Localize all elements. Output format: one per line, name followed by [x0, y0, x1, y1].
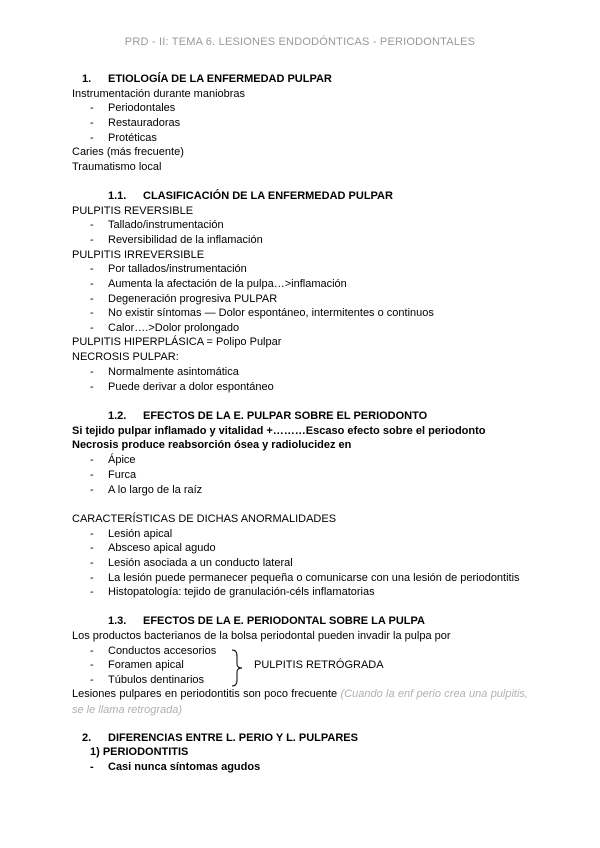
section-number: 1.3.: [108, 615, 127, 627]
paragraph: PULPITIS REVERSIBLE: [72, 205, 194, 217]
list-item: Puede derivar a dolor espontáneo: [108, 381, 274, 393]
list-item: Degeneración progresiva PULPAR: [108, 293, 278, 305]
paragraph: Instrumentación durante maniobras: [72, 88, 246, 100]
list-item: Aumenta la afectación de la pulpa…>inflamación: [108, 278, 347, 290]
section-2-heading: [82, 731, 358, 745]
section-1-1-heading: [108, 189, 393, 203]
bullet-dash: -: [90, 469, 94, 481]
bullet-dash: -: [90, 645, 94, 657]
section-number: 2.: [82, 732, 92, 744]
list-item: No existir síntomas — Dolor espontáneo, intermitentes o continuos: [108, 307, 434, 319]
bullet-dash: -: [90, 674, 94, 686]
bullet-dash: -: [90, 234, 94, 246]
bullet-dash: -: [90, 322, 94, 334]
list-item: Histopatología: tejido de granulación-céls inflamatorias: [108, 586, 375, 598]
bullet-dash: -: [90, 293, 94, 305]
bullet-dash: -: [90, 263, 94, 275]
list-item: Conductos accesorios: [108, 645, 217, 657]
paragraph: PULPITIS IRREVERSIBLE: [72, 249, 205, 261]
list-item: Lesión asociada a un conducto lateral: [108, 557, 293, 569]
paragraph-bold: Necrosis produce reabsorción ósea y radiolucidez en: [72, 439, 352, 451]
paragraph: Los productos bacterianos de la bolsa periodontal pueden invadir la pulpa por: [72, 630, 451, 642]
section-title: EFECTOS DE LA E. PULPAR SOBRE EL PERIODONTO: [143, 410, 428, 422]
bullet-dash: -: [90, 132, 94, 144]
bullet-dash: -: [90, 761, 94, 773]
paragraph: Traumatismo local: [72, 161, 162, 173]
bullet-dash: -: [90, 528, 94, 540]
list-item: Furca: [108, 469, 137, 481]
section-1-2-heading: [108, 409, 427, 423]
list-item: Calor….>Dolor prolongado: [108, 322, 240, 334]
bullet-dash: -: [90, 454, 94, 466]
list-item: Absceso apical agudo: [108, 542, 216, 554]
list-item: Normalmente asintomática: [108, 366, 239, 378]
list-item: Casi nunca síntomas agudos: [108, 761, 261, 773]
bullet-dash: -: [90, 307, 94, 319]
section-title: ETIOLOGÍA DE LA ENFERMEDAD PULPAR: [108, 73, 332, 85]
list-item: A lo largo de la raíz: [108, 484, 203, 496]
bullet-dash: -: [90, 219, 94, 231]
list-item: Ápice: [108, 454, 136, 466]
section-number: 1.2.: [108, 410, 127, 422]
bullet-dash: -: [90, 366, 94, 378]
bullet-dash: -: [90, 542, 94, 554]
brace-label: PULPITIS RETRÓGRADA: [254, 659, 384, 671]
list-item: Foramen apical: [108, 659, 184, 671]
paragraph-with-note: [72, 686, 528, 718]
bullet-dash: -: [90, 484, 94, 496]
bullet-dash: -: [90, 278, 94, 290]
paragraph-bold: Si tejido pulpar inflamado y vitalidad +………Escaso efecto sobre el periodonto: [72, 425, 486, 437]
list-item: La lesión puede permanecer pequeña o comunicarse con una lesión de periodontitis: [108, 572, 520, 584]
bullet-dash: -: [90, 557, 94, 569]
section-title: DIFERENCIAS ENTRE L. PERIO Y L. PULPARES: [108, 732, 358, 744]
paragraph: CARACTERÍSTICAS DE DICHAS ANORMALIDADES: [72, 513, 337, 525]
list-item: Restauradoras: [108, 117, 181, 129]
bullet-dash: -: [90, 117, 94, 129]
section-number: 1.1.: [108, 190, 127, 202]
list-item: Lesión apical: [108, 528, 173, 540]
paragraph-text: Lesiones pulpares en periodontitis son poco frecuente: [72, 688, 338, 700]
list-item: Tallado/instrumentación: [108, 219, 224, 231]
section-number: 1.: [82, 73, 92, 85]
list-item: Periodontales: [108, 102, 176, 114]
paragraph: PULPITIS HIPERPLÁSICA = Polipo Pulpar: [72, 336, 282, 348]
section-title: EFECTOS DE LA E. PERIODONTAL SOBRE LA PULPA: [143, 615, 425, 627]
paragraph: Caries (más frecuente): [72, 146, 184, 158]
list-item: Túbulos dentinarios: [108, 674, 205, 686]
bullet-dash: -: [90, 659, 94, 671]
paragraph: NECROSIS PULPAR:: [72, 351, 179, 363]
section-1-3-heading: [108, 614, 425, 628]
bullet-dash: -: [90, 572, 94, 584]
list-item: Reversibilidad de la inflamación: [108, 234, 263, 246]
list-item: Protéticas: [108, 132, 157, 144]
bullet-dash: -: [90, 102, 94, 114]
section-1-heading: [82, 72, 332, 86]
bullet-dash: -: [90, 381, 94, 393]
italic-note: (Cuando la enf perio crea una pulpitis, se le llama retrograda): [72, 688, 528, 716]
section-title: CLASIFICACIÓN DE LA ENFERMEDAD PULPAR: [143, 190, 393, 202]
subsection-heading: 1) PERIODONTITIS: [90, 746, 189, 758]
bullet-dash: -: [90, 586, 94, 598]
brace-icon: [230, 648, 244, 688]
list-item: Por tallados/instrumentación: [108, 263, 247, 275]
page-header: PRD - II: TEMA 6. LESIONES ENDODÓNTICAS - PERIODONTALES: [124, 36, 476, 48]
